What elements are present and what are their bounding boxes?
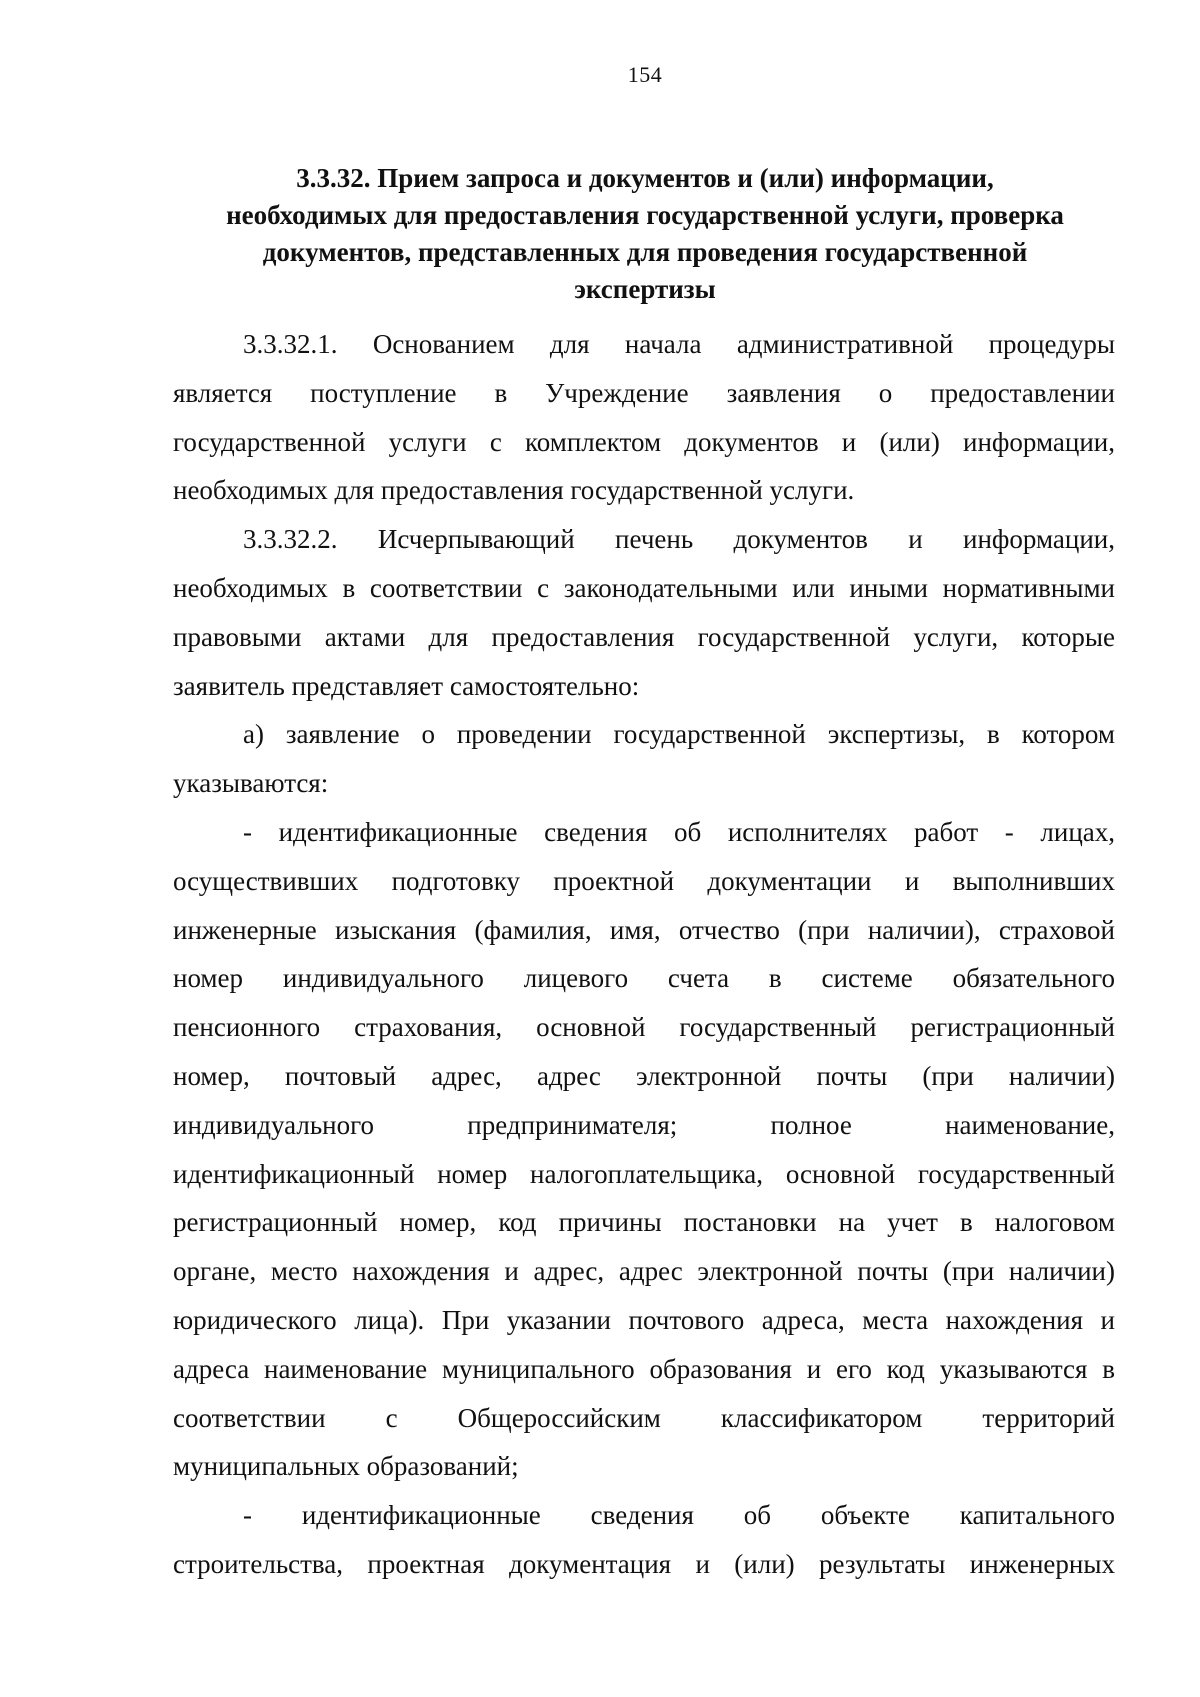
text-line: юридического лица). При указании почтового адреса, места нахождения и: [173, 1304, 1115, 1335]
text-line: соответствии с Общероссийским классификатором территорий: [173, 1402, 1115, 1433]
text-line: инженерные изыскания (фамилия, имя, отчество (при наличии), страховой: [173, 914, 1115, 945]
paragraph-item-a: [173, 710, 1115, 808]
heading-line: экспертизы: [574, 274, 716, 304]
text-line: а) заявление о проведении государственной экспертизы, в котором: [243, 719, 1115, 750]
heading-line: 3.3.32. Прием запроса и документов и (или) информации,: [296, 163, 994, 193]
text-line: осуществивших подготовку проектной документации и выполнивших: [173, 865, 1115, 896]
text-line: идентификационный номер налогоплательщика, основной государственный: [173, 1158, 1115, 1189]
text-line: органе, место нахождения и адрес, адрес электронной почты (при наличии): [173, 1256, 1115, 1287]
text-line: муниципальных образований;: [173, 1451, 519, 1482]
text-line: является поступление в Учреждение заявления о предоставлении: [173, 377, 1115, 408]
text-line: регистрационный номер, код причины постановки на учет в налоговом: [173, 1207, 1115, 1238]
heading-line: документов, представленных для проведения государственной: [262, 237, 1028, 267]
document-body: [173, 320, 1115, 1589]
text-line: пенсионного страхования, основной государственный регистрационный: [173, 1012, 1115, 1043]
page-number: 154: [627, 62, 663, 87]
text-line: номер, почтовый адрес, адрес электронной почты (при наличии): [173, 1060, 1115, 1091]
heading-line: необходимых для предоставления государственной услуги, проверка: [226, 200, 1064, 230]
section-heading: [175, 160, 1115, 308]
text-line: заявитель представляет самостоятельно:: [173, 670, 640, 701]
paragraph-3-3-32-1: [173, 320, 1115, 515]
paragraph-3-3-32-2: [173, 515, 1115, 710]
text-line: - идентификационные сведения об объекте капитального: [243, 1500, 1115, 1531]
text-line: 3.3.32.1. Основанием для начала административной процедуры: [243, 329, 1115, 359]
text-line: - идентификационные сведения об исполнителях работ - лицах,: [243, 816, 1115, 847]
text-line: 3.3.32.2. Исчерпывающий печень документов и информации,: [243, 524, 1115, 555]
text-line: государственной услуги с комплектом документов и (или) информации,: [173, 426, 1115, 457]
paragraph-contractor-details: [173, 808, 1115, 1491]
text-line: строительства, проектная документация и (или) результаты инженерных: [173, 1548, 1115, 1579]
text-line: адреса наименование муниципального образования и его код указываются в: [173, 1353, 1115, 1384]
text-line: индивидуального предпринимателя; полное наименование,: [173, 1109, 1115, 1140]
paragraph-object-details: [173, 1491, 1115, 1589]
text-line: указываются:: [173, 768, 329, 799]
text-line: необходимых для предоставления государственной услуги.: [173, 475, 855, 506]
text-line: правовыми актами для предоставления государственной услуги, которые: [173, 621, 1115, 652]
text-line: необходимых в соответствии с законодательными или иными нормативными: [173, 572, 1115, 603]
text-line: номер индивидуального лицевого счета в системе обязательного: [173, 963, 1115, 994]
